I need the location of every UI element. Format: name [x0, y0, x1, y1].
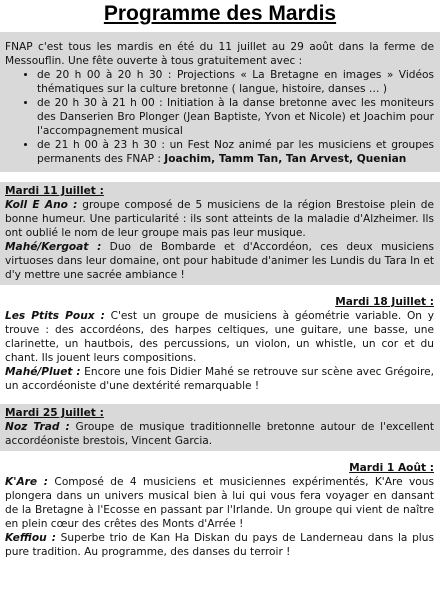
group-entry: [5, 240, 434, 282]
section-mardi-18-juillet: [0, 293, 440, 396]
group-description: Groupe de musique traditionnelle bretonne autour de l'excellent accordéoniste brestois, Vincent Garcia.: [5, 421, 434, 447]
section-mardi-1-aout: [0, 459, 440, 562]
group-description: groupe composé de 5 musiciens de la région Brestoise plein de bonne humeur. Une particularité : ils sont atteints de la maladie d'Alzheimer. Ils ont oublié le nom de leur groupe mais pas leur musique.: [5, 199, 434, 239]
group-name: Mahé/Pluet :: [5, 366, 81, 378]
schedule-list: [5, 68, 434, 166]
group-entry: [5, 365, 434, 393]
intro-text: FNAP c'est tous les mardis en été du 11 juillet au 29 août dans la ferme de Messouflin. Une fête ouverte à tous gratuitement avec :: [5, 41, 434, 67]
section-mardi-25-juillet: [0, 404, 440, 451]
group-description: Duo de Bombarde et d'Accordéon, ces deux musiciens virtuoses dans leur domaine, ont pour habitude d'animer les Lundis du Tara In et d'y mettre une sacrée ambiance !: [5, 241, 434, 281]
section-date: Mardi 11 Juillet :: [5, 185, 104, 197]
group-entry: [5, 420, 434, 448]
group-description: Encore une fois Didier Mahé se retrouve sur scène avec Grégoire, un accordéoniste d'une dextérité remarquable !: [5, 366, 434, 392]
schedule-item-text: de 21 h 00 à 23 h 30 : un Fest Noz animé par les musiciens et groupes permanents des FNAP :: [37, 139, 434, 165]
group-name: Les Ptits Poux :: [5, 310, 105, 322]
group-name: Keffiou :: [5, 532, 56, 544]
section-date: Mardi 1 Août :: [349, 462, 434, 474]
group-description: Superbe trio de Kan Ha Diskan du pays de Landerneau dans la plus pure tradition. Au programme, des danses du terroir !: [5, 532, 434, 558]
permanent-groups: Joachim, Tamm Tan, Tan Arvest, Quenian: [164, 153, 407, 165]
group-name: Koll E Ano :: [5, 199, 78, 211]
group-name: Noz Trad :: [5, 421, 70, 433]
section-date: Mardi 25 Juillet :: [5, 407, 104, 419]
section-date: Mardi 18 Juillet :: [335, 296, 434, 308]
intro-section: [0, 32, 440, 172]
group-name: K'Are :: [5, 476, 49, 488]
section-mardi-11-juillet: [0, 182, 440, 285]
group-description: C'est un groupe de musiciens à géométrie variable. On y trouve : des accordéons, des harpes celtiques, une guitare, une basse, une clarinette, un hautbois, des percussions, un violon, un whistle, un cor et du chant. Ils jouent leurs compositions.: [5, 310, 434, 364]
schedule-item: • de 20 h 30 à 21 h 00 : Initiation à la danse bretonne avec les moniteurs des Danserien Bro Plonger (Jean Baptiste, Yvon et Nicole) et Joachim pour l'accompagnement musical: [37, 96, 434, 138]
group-name: Mahé/Kergoat :: [5, 241, 102, 253]
group-entry: [5, 475, 434, 531]
schedule-item: • de 20 h 00 à 20 h 30 : Projections « La Bretagne en images » Vidéos thématiques sur la culture bretonne ( langue, histoire, danses … ): [37, 68, 434, 96]
group-entry: [5, 198, 434, 240]
group-description: Composé de 4 musiciens et musiciennes expérimentés, K'Are vous plongera dans un univers musical bien à lui qui vous fera voyager en dansant de la Bretagne à l'Ecosse en passant par l'Irlande. Un groupe qui vient de naître en plein cœur des crêtes des Monts d'Arrée !: [5, 476, 434, 530]
schedule-item: [37, 138, 434, 166]
group-entry: [5, 309, 434, 365]
group-entry: [5, 531, 434, 559]
page-title: Programme des Mardis: [103, 2, 337, 25]
